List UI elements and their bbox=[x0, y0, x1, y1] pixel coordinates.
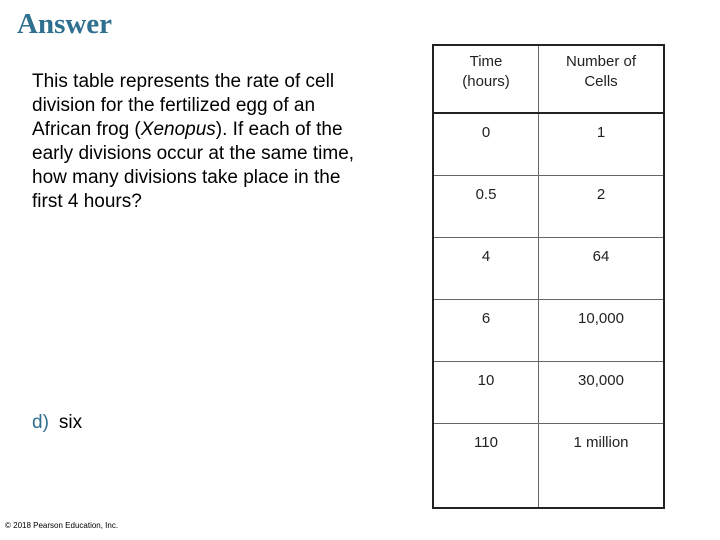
cells-value: 1 bbox=[596, 124, 606, 141]
header-time-line1: Time bbox=[469, 53, 503, 70]
header-time bbox=[434, 52, 538, 92]
time-value: 0 bbox=[481, 124, 491, 141]
copyright-notice: © 2018 Pearson Education, Inc. bbox=[5, 521, 119, 530]
answer-text: six bbox=[58, 412, 83, 433]
answer-letter: d) bbox=[32, 412, 49, 433]
cells-value: 2 bbox=[596, 186, 606, 203]
slide-title: Answer bbox=[17, 8, 113, 40]
time-value: 6 bbox=[481, 310, 491, 327]
cells-value: 64 bbox=[592, 248, 610, 265]
time-value: 0.5 bbox=[475, 186, 497, 203]
time-value: 10 bbox=[477, 372, 495, 389]
table-row bbox=[434, 114, 663, 176]
header-cells-line2: Cells bbox=[584, 73, 618, 90]
answer-choice bbox=[32, 412, 82, 434]
time-value: 4 bbox=[481, 248, 491, 265]
header-cells bbox=[539, 52, 663, 92]
table-row bbox=[434, 176, 663, 238]
question-text-after: ). If each of the early divisions occur at the same time, how many divisions take place in the first 4 hours? bbox=[32, 119, 355, 212]
cells-value: 30,000 bbox=[578, 372, 624, 389]
header-time-line2: (hours) bbox=[462, 73, 510, 90]
question-species-italic: Xenopus bbox=[140, 119, 216, 140]
cell-division-table bbox=[432, 44, 665, 509]
time-value: 110 bbox=[474, 434, 498, 451]
cells-value: 1 million bbox=[573, 434, 629, 451]
question-text bbox=[32, 70, 362, 214]
table-header bbox=[434, 46, 663, 114]
table-row bbox=[434, 238, 663, 300]
question-text-before: This table represents the rate of cell division for the fertilized egg of an African frog ( bbox=[32, 71, 335, 140]
header-cells-line1: Number of bbox=[565, 53, 637, 70]
table-row bbox=[434, 424, 663, 486]
table-row bbox=[434, 362, 663, 424]
cells-value: 10,000 bbox=[578, 310, 624, 327]
table-row bbox=[434, 300, 663, 362]
